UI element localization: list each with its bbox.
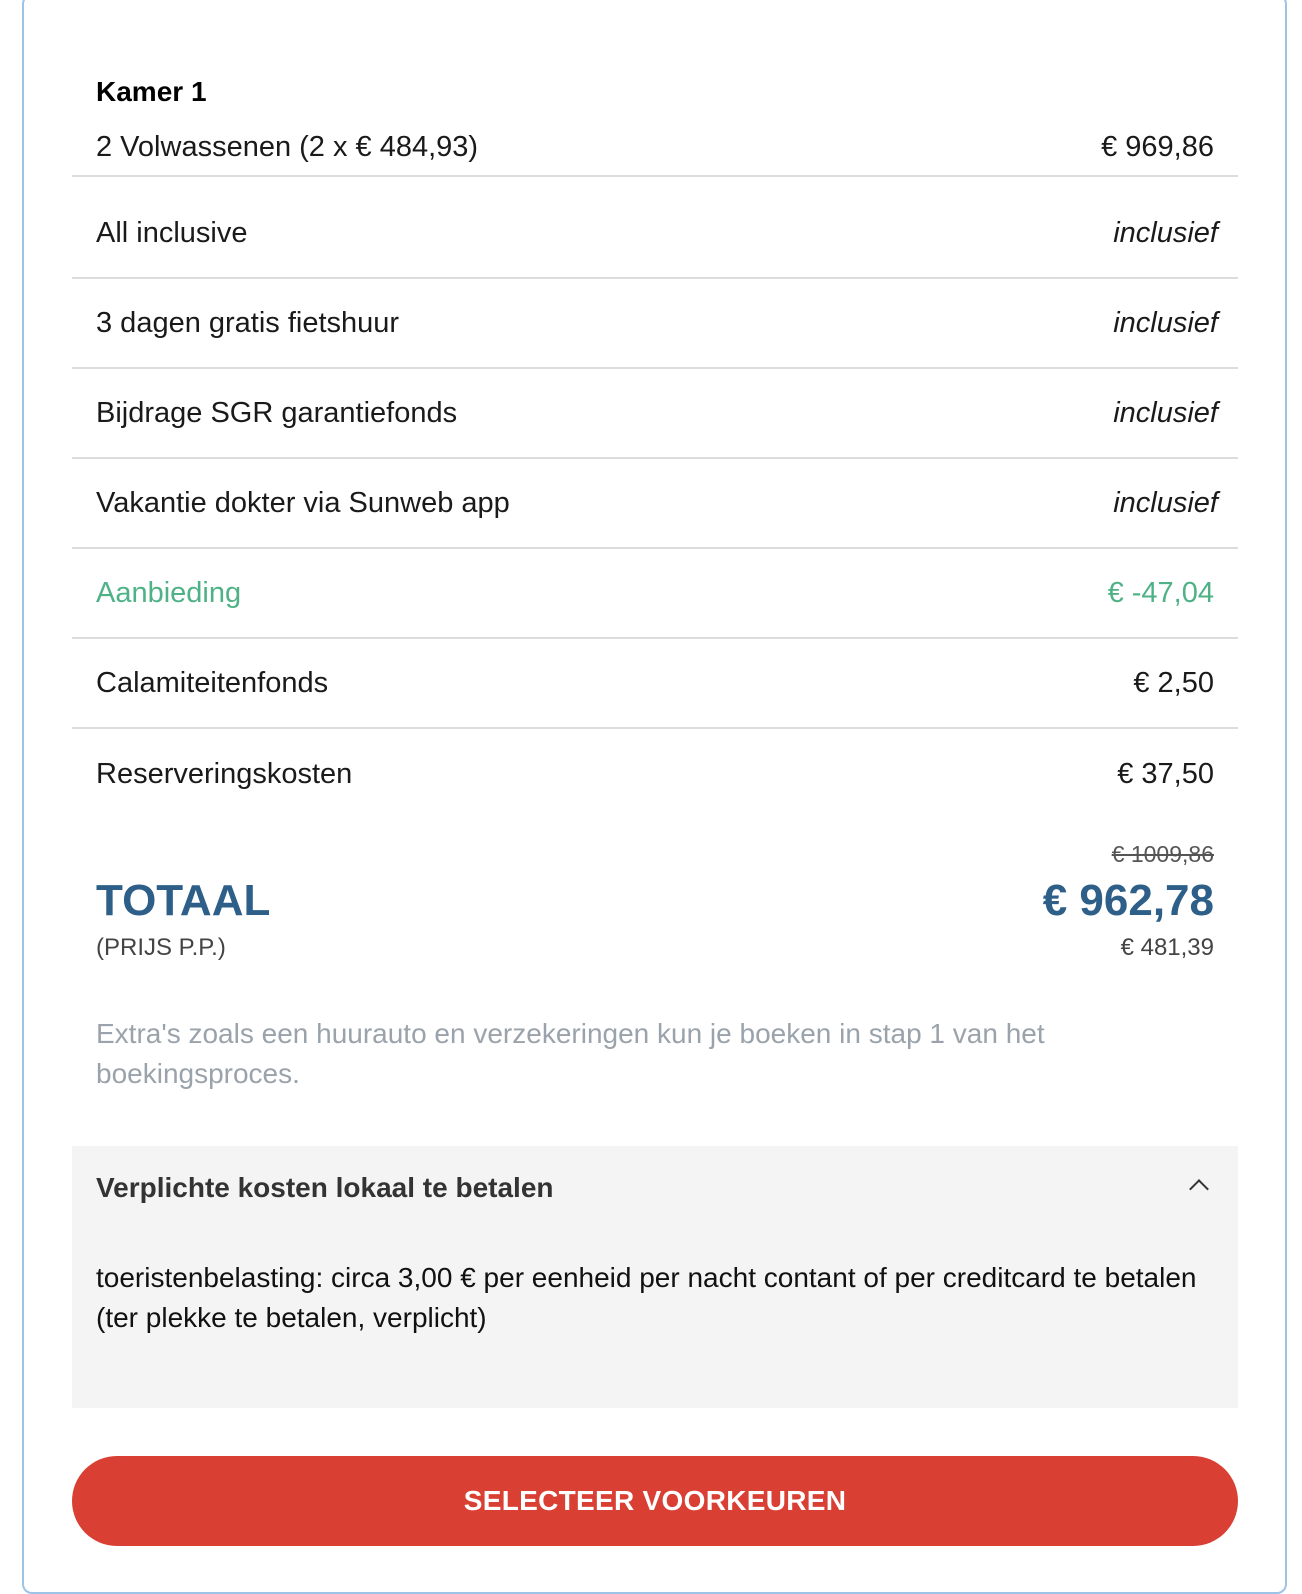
- local-costs-text: toeristenbelasting: circa 3,00 € per eenheid per nacht contant of per creditcard te betalen (ter plekke te betalen, verplicht): [96, 1262, 1197, 1333]
- price-row-adults: [72, 119, 1238, 177]
- price-row-value: € 969,86: [1101, 130, 1214, 163]
- price-row-value: € -47,04: [1107, 576, 1214, 609]
- price-row-bike-rental: [72, 279, 1238, 369]
- price-row-value: inclusief: [1113, 486, 1218, 519]
- price-per-person-value: € 481,39: [1120, 934, 1214, 961]
- price-row-sgr-fund: [72, 369, 1238, 459]
- local-costs-panel: [72, 1146, 1238, 1408]
- total-price: € 962,78: [1042, 876, 1214, 925]
- price-row-value: € 37,50: [1117, 757, 1214, 790]
- chevron-up-icon[interactable]: [1189, 1179, 1209, 1199]
- price-row-label: Aanbieding: [96, 576, 242, 609]
- price-summary-card: [22, 0, 1287, 1594]
- price-row-all-inclusive: [72, 189, 1238, 279]
- price-row-label: All inclusive: [96, 216, 248, 249]
- price-row-label: Vakantie dokter via Sunweb app: [96, 486, 510, 519]
- price-row-label: Calamiteitenfonds: [96, 666, 329, 699]
- old-total-price: € 1009,86: [1111, 841, 1214, 867]
- extras-note: Extra's zoals een huurauto en verzekeringen kun je boeken in stap 1 van het boekingsproces.: [96, 1018, 1045, 1089]
- select-preferences-button[interactable]: SELECTEER VOORKEUREN: [72, 1456, 1238, 1546]
- local-costs-title[interactable]: Verplichte kosten lokaal te betalen: [96, 1172, 554, 1203]
- price-row-label: Reserveringskosten: [96, 757, 353, 790]
- price-row-label: Bijdrage SGR garantiefonds: [96, 396, 458, 429]
- price-row-value: inclusief: [1113, 306, 1218, 339]
- price-row-value: inclusief: [1113, 396, 1218, 429]
- price-row-booking-costs: [72, 729, 1238, 819]
- price-row-label: 3 dagen gratis fietshuur: [96, 306, 400, 339]
- price-row-discount: [72, 549, 1238, 639]
- price-row-value: € 2,50: [1133, 666, 1214, 699]
- room-title: Kamer 1: [96, 76, 207, 107]
- total-label: TOTAAL: [96, 876, 271, 925]
- price-per-person-label: (PRIJS P.P.): [96, 934, 226, 961]
- price-row-holiday-doctor: [72, 459, 1238, 549]
- price-row-calamity-fund: [72, 639, 1238, 729]
- price-row-value: inclusief: [1113, 216, 1218, 249]
- price-row-label: 2 Volwassenen (2 x € 484,93): [96, 130, 479, 163]
